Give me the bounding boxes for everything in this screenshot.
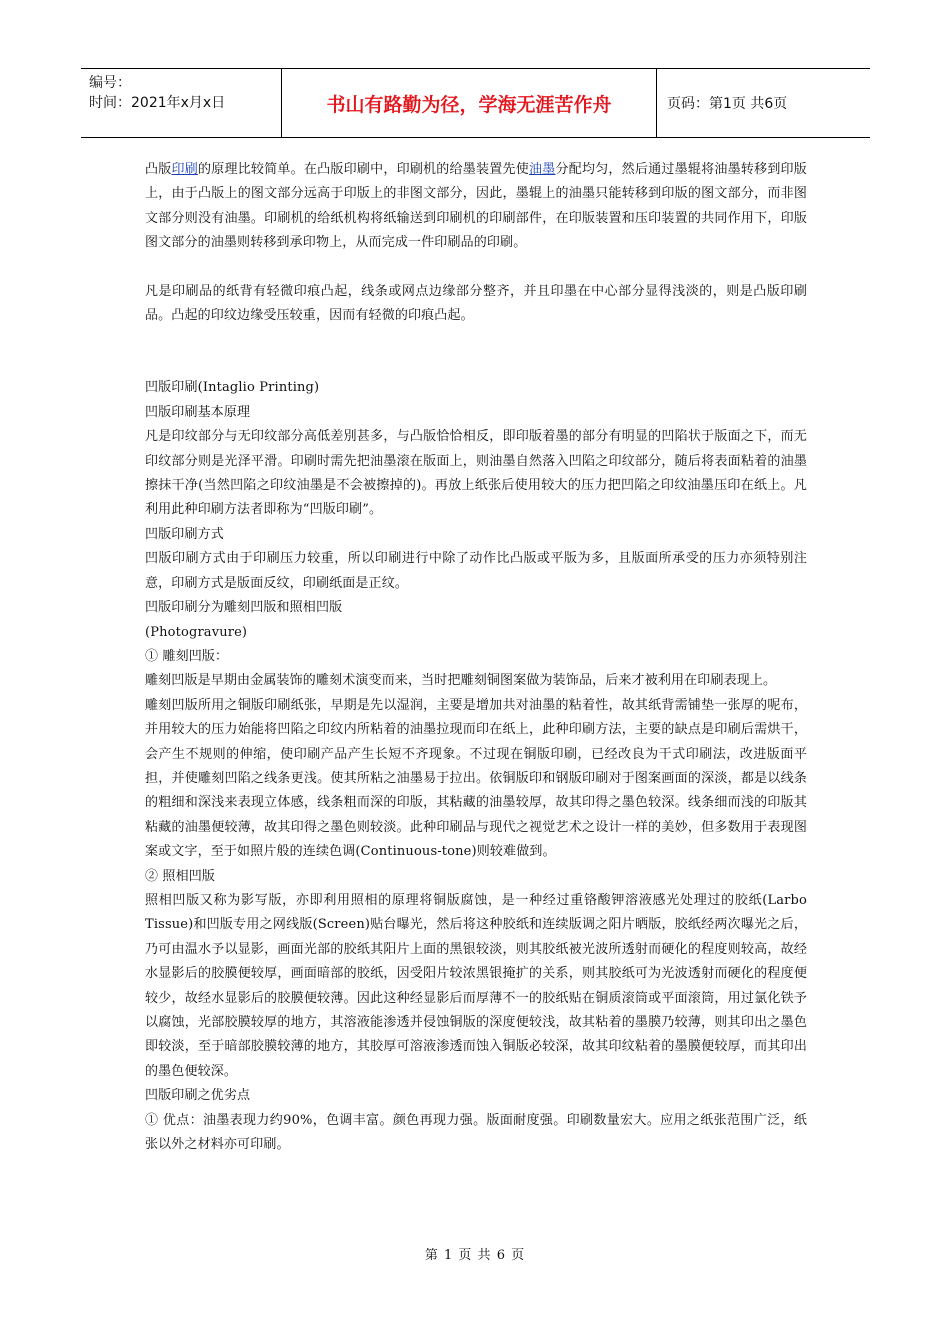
document-body [145, 158, 807, 1157]
paragraph-engraved-2: 雕刻凹版所用之铜版印刷纸张，早期是先以湿润，主要是增加共对油墨的粘着性，故其纸背需铺垫一张厚的呢布，并用较大的压力始能将凹陷之印纹内所粘着的油墨拉现而印在纸上，此种印刷方法，主要的缺点是印刷后需烘干，会产生不规则的伸缩，使印刷产品产生长短不齐现象。不过现在铜版印刷，已经改良为干式印刷法，改进版面平担，并使雕刻凹陷之线条更浅。使其所粘之油墨易于拉出。依铜版印和钢版印刷对于图案画面的深淡，都是以线条的粗细和深浅来表现立体感，线条粗而深的印版，其粘藏的油墨较厚，故其印得之墨色较深。线条细而浅的印版其粘藏的油墨便较薄，故其印得之墨色则较淡。此种印刷品与现代之视觉艺术之设计一样的美妙，但多数用于表现图案或文字，至于如照片般的连续色调(Continuous-tone)则较难做到。 [145, 697, 807, 860]
header-page-info: 页码：第1页 共6页 [667, 96, 788, 112]
paragraph-relief-principle [145, 158, 807, 256]
link-ink[interactable]: 油墨 [528, 162, 556, 177]
paragraph-relief-identify: 凡是印刷品的纸背有轻微印痕凸起，线条或网点边缘部分整齐，并且印墨在中心部分显得浅淡的，则是凸版印刷品。凸起的印纹边缘受压较重，因而有轻微的印痕凸起。 [145, 283, 807, 324]
paragraph-photo: 照相凹版又称为影写版，亦即利用照相的原理将铜版腐蚀，是一种经过重铬酸钾溶液感光处理过的胶纸(Larbo Tissue)和凹版专用之网线版(Screen)贴台曝光，然后将这种胶纸和连续版调之阳片晒版，胶纸经两次曝光之后，乃可由温水予以显影，画面光部的胶纸其阳片上面的黑银较淡，则其胶纸被光波所透射而硬化的程度则较高，故经水显影后的胶膜便较厚，画面暗部的胶纸，因受阳片较浓黑银掩扩的关系，则其胶纸可为光波透射而硬化的程度便较少，故经水显影后的胶膜便较薄。因此这种经显影后而厚薄不一的胶纸贴在铜质滚筒或平面滚筒，用过氯化铁予以腐蚀，光部胶膜较厚的地方，其溶液能渗透并侵蚀铜版的深度便较浅，故其粘着的墨膜乃较薄，则其印出之墨色即较淡，至于暗部胶膜较薄的地方，其胶厚可溶液渗透而蚀入铜版必较深，故其印纹粘着的墨膜便较厚，而其印出的墨色便较深。 [145, 892, 807, 1079]
page-footer: 第 1 页 共 6 页 [424, 1248, 526, 1263]
paragraph-pros: ① 优点：油墨表现力约90%，色调丰富。颜色再现力强。版面耐度强。印刷数量宏大。应用之纸张范围广泛，纸张以外之材料亦可印刷。 [145, 1112, 807, 1153]
heading-photogravure: (Photogravure) [145, 624, 248, 640]
heading-pros-cons: 凹版印刷之优劣点 [145, 1088, 251, 1104]
paragraph-engraved-1: 雕刻凹版是早期由金属装饰的雕刻术演变而来，当时把雕刻铜图案做为装饰品，后来才被利用在印刷表现上。 [145, 673, 777, 689]
heading-method: 凹版印刷方式 [145, 526, 224, 542]
heading-types: 凹版印刷分为雕刻凹版和照相凹版 [145, 600, 343, 616]
heading-intaglio: 凹版印刷(Intaglio Printing) [145, 380, 320, 396]
text-run: 的原理比较简单。在凸版印刷中，印刷机的给墨装置先使 [197, 162, 529, 177]
heading-principle: 凹版印刷基本原理 [145, 404, 251, 420]
page-header [81, 68, 870, 138]
heading-photo: ② 照相凹版 [145, 868, 216, 884]
number-label: 编号： [89, 75, 131, 91]
paragraph-method: 凹版印刷方式由于印刷压力较重，所以印刷进行中除了动作比凸版或平版为多，且版面所承受的压力亦须特别注意，印刷方式是版面反纹，印刷纸面是正纹。 [145, 551, 807, 591]
header-meta [81, 69, 281, 137]
date-label: 时间：2021年x月x日 [89, 95, 226, 111]
link-printing[interactable]: 印刷 [171, 162, 198, 177]
text-run: 凸版 [145, 162, 172, 177]
text-run: 分配均匀，然后通过墨辊将油墨转移到印版上，由于凸版上的图文部分远高于印版上的非图文部分，因此，墨辊上的油墨只能转移到印版的图文部分，而非图文部分则没有油墨。印刷机的给纸机构将纸输送到印刷机的印刷部件，在印版装置和压印装置的共同作用下，印版图文部分的油墨则转移到承印物上，从而完成一件印刷品的印刷。 [145, 162, 807, 251]
paragraph-principle: 凡是印纹部分与无印纹部分高低差別甚多，与凸版恰恰相反，即印版着墨的部分有明显的凹陷状于版面之下，而无印纹部分则是光泽平滑。印刷时需先把油墨滚在版面上，则油墨自然落入凹陷之印纹部分，随后将表面粘着的油墨擦抹干净(当然凹陷之印纹油墨是不会被擦掉的)。再放上纸张后使用较大的压力把凹陷之印纹油墨压印在纸上。凡利用此种印刷方法者即称为“凹版印刷”。 [145, 429, 807, 518]
header-motto: 书山有路勤为径，学海无涯苦作舟 [281, 69, 657, 137]
heading-engraved: ① 雕刻凹版： [145, 648, 229, 664]
